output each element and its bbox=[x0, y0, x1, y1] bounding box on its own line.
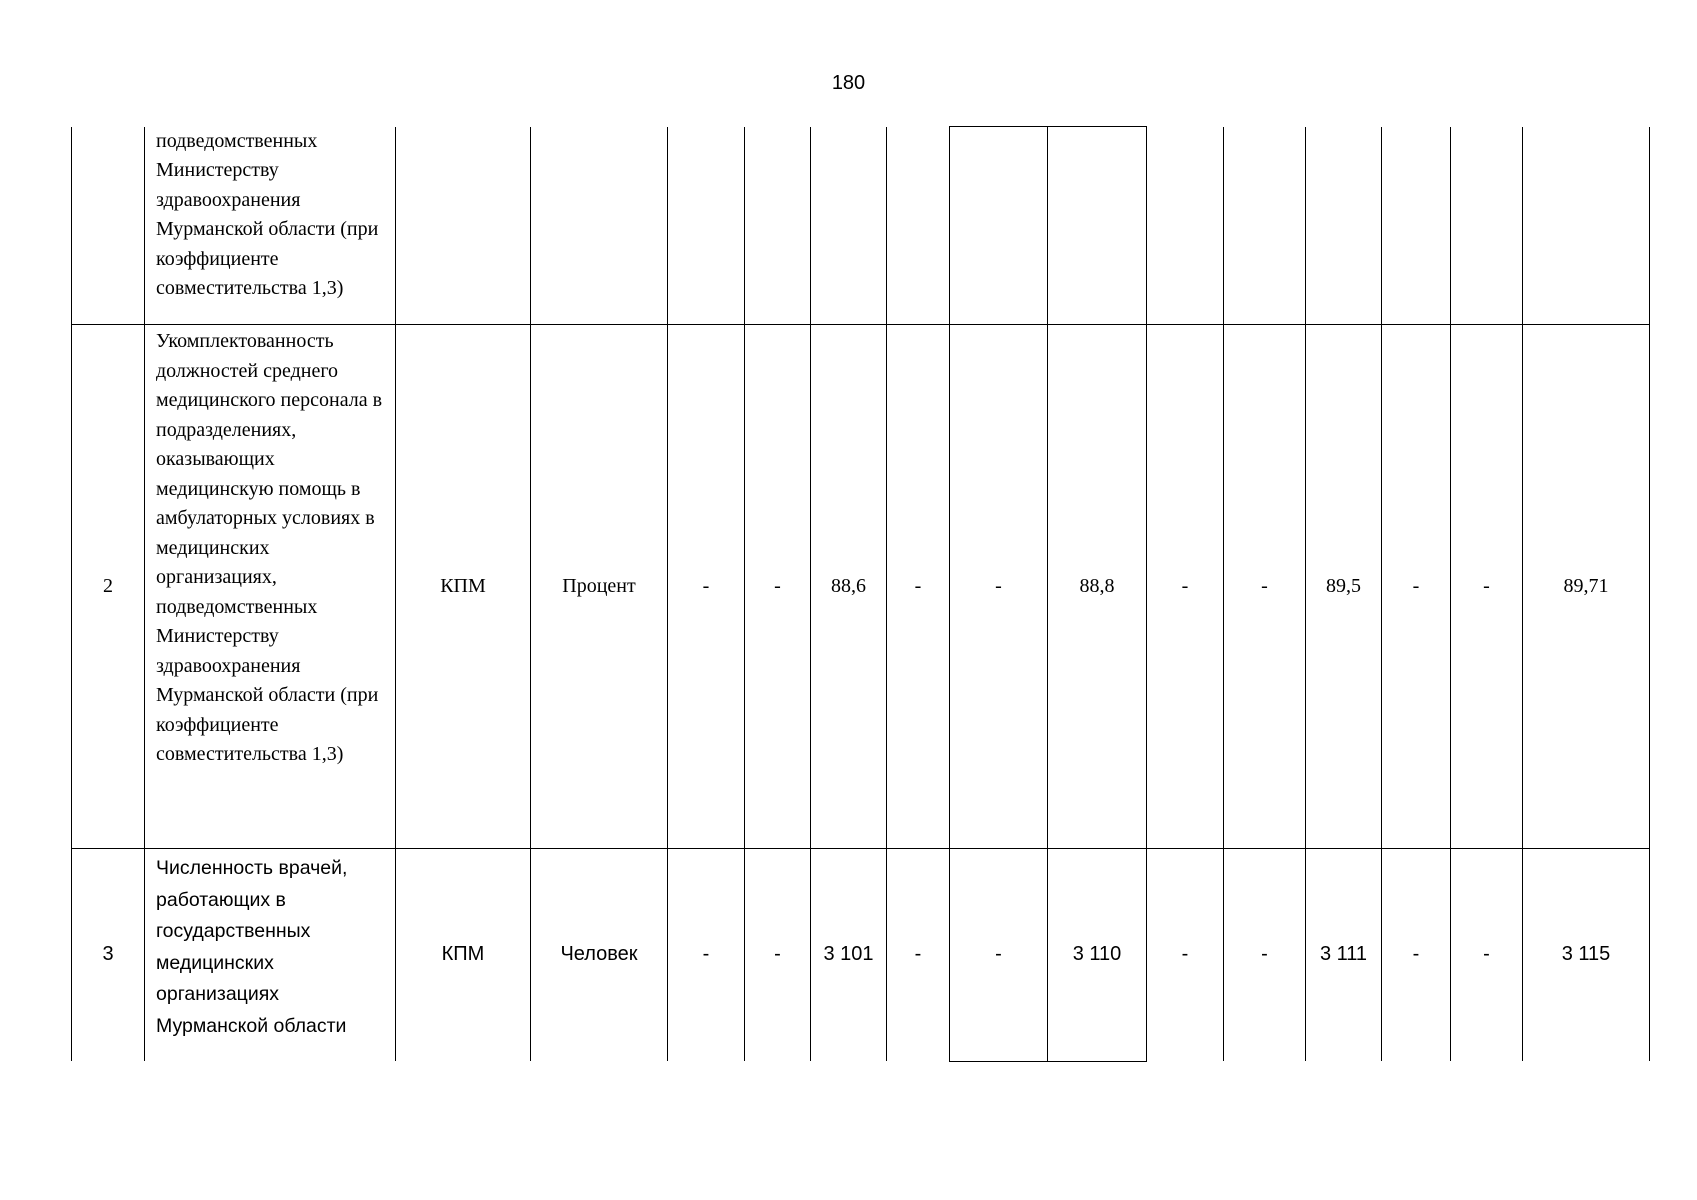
value-cell: - bbox=[1382, 849, 1451, 1062]
value-cell: - bbox=[1451, 325, 1523, 849]
value-cell bbox=[950, 127, 1048, 325]
value-cell: - bbox=[1147, 849, 1224, 1062]
value-cell bbox=[1048, 127, 1147, 325]
value-cell: 89,5 bbox=[1306, 325, 1382, 849]
value-cell: - bbox=[668, 325, 745, 849]
table-row bbox=[72, 849, 1650, 1062]
value-cell: - bbox=[745, 325, 811, 849]
value-cell: 88,8 bbox=[1048, 325, 1147, 849]
indicator-name-cell: подведомственных Министерству здравоохранения Мурманской области (при коэффициенте совместительства 1,3) bbox=[145, 127, 396, 325]
value-cell: - bbox=[1382, 325, 1451, 849]
unit-cell: Процент bbox=[531, 325, 668, 849]
value-cell: 3 115 bbox=[1523, 849, 1650, 1062]
row-number-cell: 3 bbox=[72, 849, 145, 1062]
value-cell: - bbox=[950, 325, 1048, 849]
value-cell bbox=[668, 127, 745, 325]
source-cell bbox=[396, 127, 531, 325]
value-cell: - bbox=[1224, 849, 1306, 1062]
table-row bbox=[72, 127, 1650, 325]
row-number-cell bbox=[72, 127, 145, 325]
value-cell: - bbox=[887, 325, 950, 849]
unit-cell: Человек bbox=[531, 849, 668, 1062]
value-cell bbox=[1224, 127, 1306, 325]
value-cell bbox=[887, 127, 950, 325]
value-cell: - bbox=[1224, 325, 1306, 849]
table-row bbox=[72, 325, 1650, 849]
value-cell: - bbox=[668, 849, 745, 1062]
indicators-table bbox=[71, 126, 1650, 1062]
source-cell: КПМ bbox=[396, 325, 531, 849]
value-cell bbox=[811, 127, 887, 325]
source-cell: КПМ bbox=[396, 849, 531, 1062]
value-cell: 3 110 bbox=[1048, 849, 1147, 1062]
value-cell: - bbox=[1451, 849, 1523, 1062]
value-cell bbox=[1451, 127, 1523, 325]
unit-cell bbox=[531, 127, 668, 325]
page-number: 180 bbox=[831, 72, 866, 94]
value-cell bbox=[745, 127, 811, 325]
value-cell: 89,71 bbox=[1523, 325, 1650, 849]
value-cell: - bbox=[887, 849, 950, 1062]
value-cell bbox=[1147, 127, 1224, 325]
value-cell: 3 111 bbox=[1306, 849, 1382, 1062]
value-cell bbox=[1306, 127, 1382, 325]
indicator-name-cell: Численность врачей, работающих в государственных медицинских организациях Мурманской области bbox=[145, 849, 396, 1062]
value-cell bbox=[1523, 127, 1650, 325]
indicator-name-cell: Укомплектованность должностей среднего медицинского персонала в подразделениях, оказывающих медицинскую помощь в амбулаторных условиях в медицинских организациях, подведомственных Министерству здравоохранения Мурманской области (при коэффициенте совместительства 1,3) bbox=[145, 325, 396, 849]
row-number-cell: 2 bbox=[72, 325, 145, 849]
value-cell: - bbox=[950, 849, 1048, 1062]
value-cell: 88,6 bbox=[811, 325, 887, 849]
value-cell: - bbox=[1147, 325, 1224, 849]
value-cell: - bbox=[745, 849, 811, 1062]
value-cell: 3 101 bbox=[811, 849, 887, 1062]
value-cell bbox=[1382, 127, 1451, 325]
